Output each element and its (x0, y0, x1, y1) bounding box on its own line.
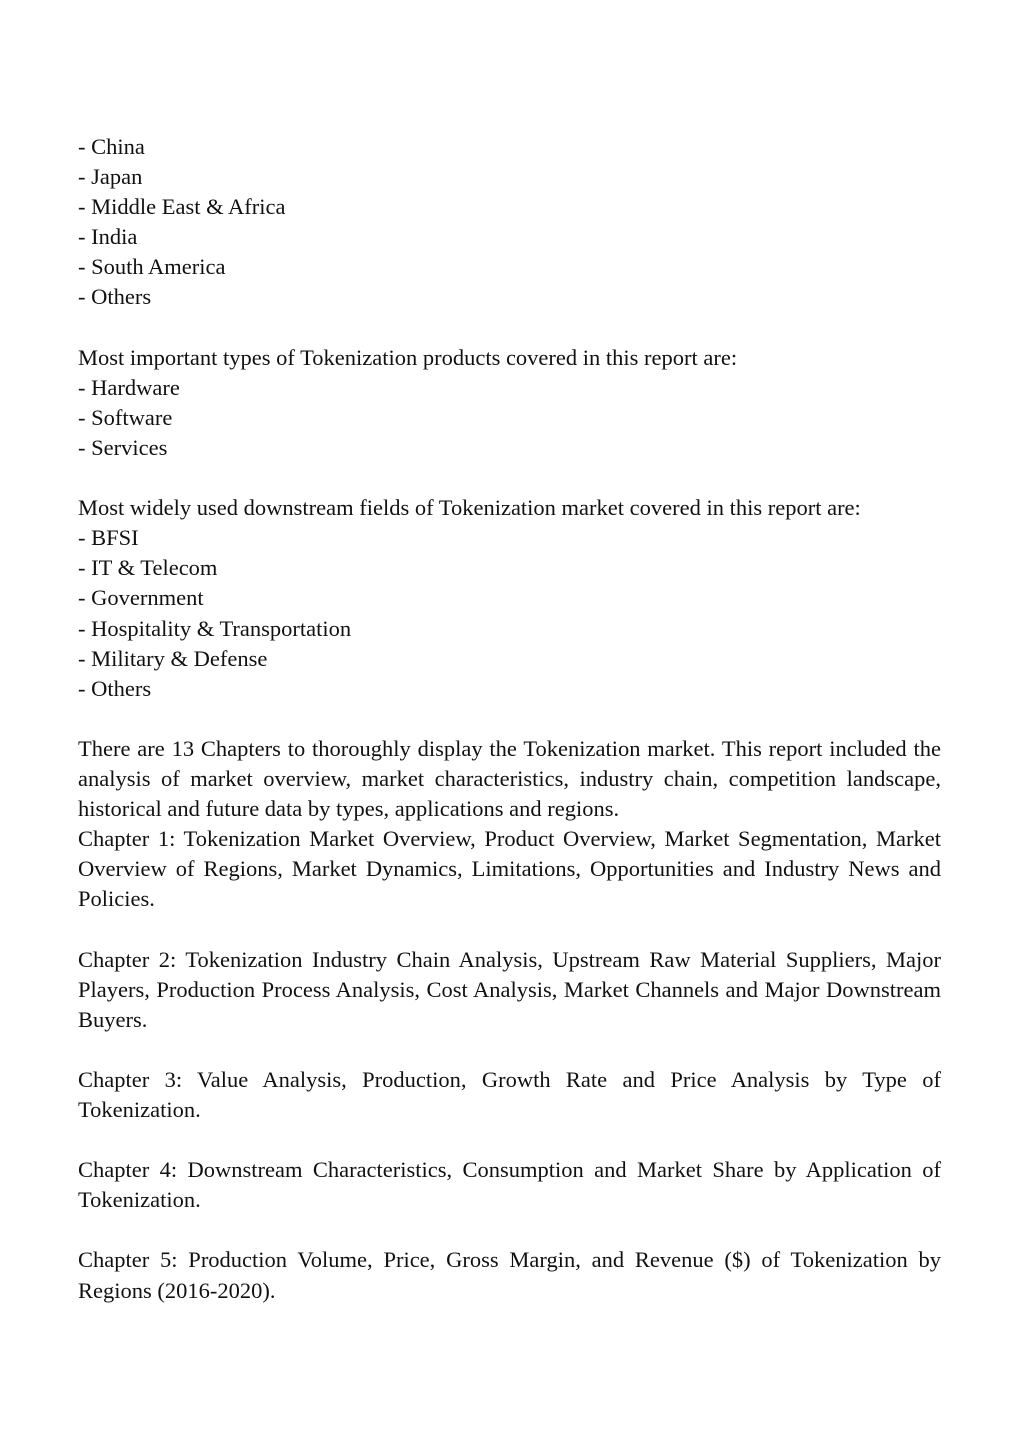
list-item: - Hardware (78, 374, 180, 400)
list-item: - Military & Defense (78, 645, 268, 671)
spacer (78, 463, 941, 493)
applications-heading: Most widely used downstream fields of Tokenization market covered in this report are: (78, 495, 861, 521)
list-item: - Japan (78, 164, 143, 190)
chapter-1-paragraph: Chapter 1: Tokenization Market Overview, Product Overview, Market Segmentation, Market Overview of Regions, Market Dynamics, Limitations, Opportunities and Industry News and Policies. (78, 826, 941, 912)
types-heading: Most important types of Tokenization products covered in this report are: (78, 344, 738, 370)
list-item: - China (78, 134, 145, 159)
spacer (78, 1125, 941, 1155)
spacer (78, 1035, 941, 1065)
list-item: - Services (78, 434, 168, 460)
list-item: - Others (78, 675, 152, 701)
list-item: - BFSI (78, 525, 139, 551)
spacer (78, 704, 941, 734)
list-item: - Hospitality & Transportation (78, 615, 352, 641)
list-item: - India (78, 224, 138, 250)
list-item: - South America (78, 254, 226, 280)
list-item: - Government (78, 585, 204, 611)
applications-list (78, 523, 941, 704)
list-item: - Software (78, 404, 173, 430)
spacer (78, 914, 941, 944)
list-item: - Middle East & Africa (78, 194, 286, 220)
chapter-2-paragraph: Chapter 2: Tokenization Industry Chain Analysis, Upstream Raw Material Suppliers, Major Players, Production Process Analysis, Cost Analysis, Market Channels and Major Downstream Buyers. (78, 946, 941, 1032)
chapter-3-paragraph: Chapter 3: Value Analysis, Production, Growth Rate and Price Analysis by Type of Tokenization. (78, 1066, 941, 1122)
chapters-intro-paragraph: There are 13 Chapters to thoroughly display the Tokenization market. This report included the analysis of market overview, market characteristics, industry chain, competition landscape, historical and future data by types, applications and regions. (78, 735, 941, 822)
spacer (78, 313, 941, 343)
chapter-5-paragraph: Chapter 5: Production Volume, Price, Gross Margin, and Revenue ($) of Tokenization by Regions (2016-2020). (78, 1247, 941, 1303)
list-item: - IT & Telecom (78, 555, 218, 581)
types-list (78, 373, 941, 463)
regions-list (78, 132, 941, 313)
list-item: - Others (78, 284, 152, 310)
spacer (78, 1215, 941, 1245)
chapter-4-paragraph: Chapter 4: Downstream Characteristics, Consumption and Market Share by Application of Tokenization. (78, 1157, 941, 1213)
document-page (78, 132, 941, 1306)
